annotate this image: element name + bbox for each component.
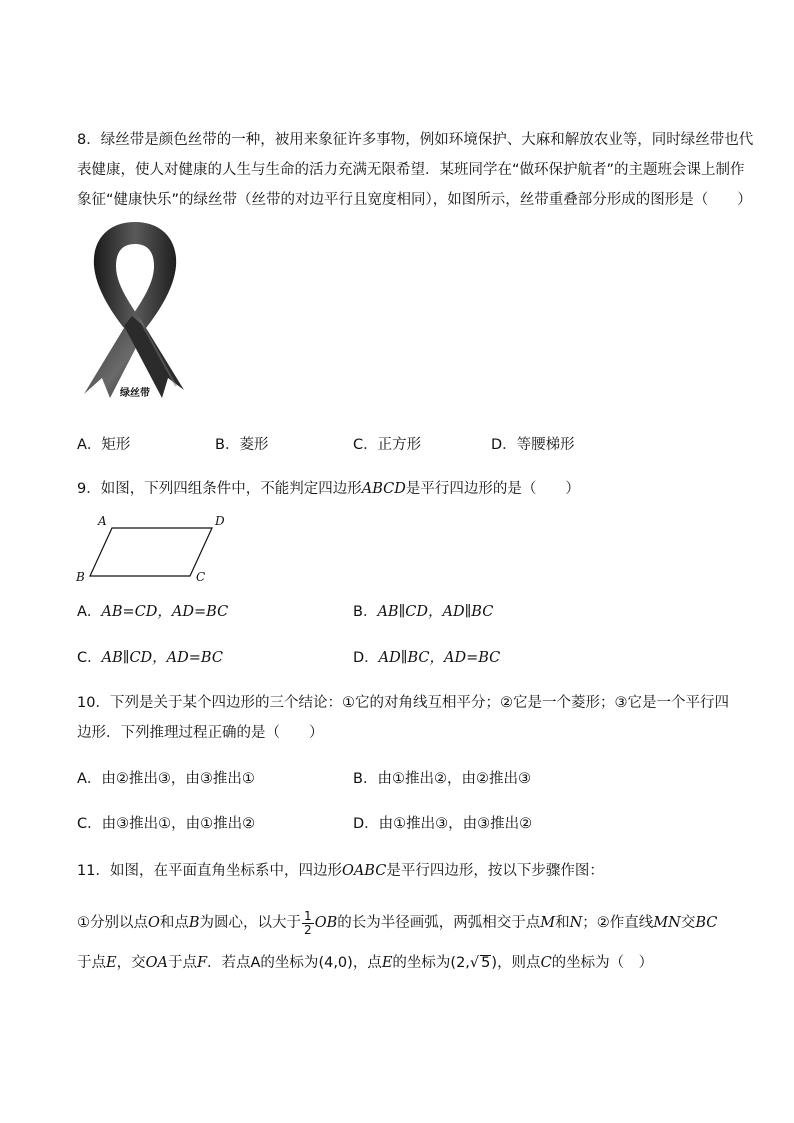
label-b: B	[76, 570, 85, 584]
q11-line-1: 11．如图，在平面直角坐标系中，四边形OABC是平行四边形，按以下步骤作图：	[77, 863, 604, 879]
q10-option-d: D．由①推出③，由③推出②	[353, 816, 533, 832]
q10-option-b: B．由①推出②，由②推出③	[353, 771, 531, 787]
q8-line-3: 象征“健康快乐”的绿丝带（丝带的对边平行且宽度相同），如图所示，丝带重叠部分形成的图形是（ ）	[77, 192, 752, 208]
q9-abcd: ABCD	[361, 481, 406, 497]
q8-line-1: 8．绿丝带是颜色丝带的一种，被用来象征许多事物，例如环境保护、大麻和解放农业等，同时绿丝带也代	[77, 132, 754, 148]
q10-line-2: 边形．下列推理过程正确的是（ ）	[77, 725, 324, 741]
parallelogram-figure	[72, 514, 232, 586]
parallelogram-icon	[72, 514, 232, 586]
q8-option-d: D．等腰梯形	[491, 437, 575, 453]
label-c: C	[196, 570, 206, 584]
q9-option-b: B．AB∥CD，AD∥BC	[353, 604, 494, 620]
q9-option-a: A．AB=CD，AD=BC	[77, 604, 229, 620]
q8-option-b: B．菱形	[215, 437, 269, 453]
q10-option-c: C．由③推出①，由①推出②	[77, 816, 256, 832]
green-ribbon-image	[80, 218, 190, 408]
q11-line-3: 于点E，交OA于点F．若点A的坐标为(4,0)，点E的坐标为(2,√ 5)，则点C的坐标为（ ）	[77, 955, 654, 971]
coord-a: (4,0)	[318, 955, 353, 971]
q8-option-c: C．正方形	[353, 437, 422, 453]
coord-e: (2,√ 5)	[450, 955, 498, 971]
q9-stem: 9．如图，下列四组条件中，不能判定四边形ABCD是平行四边形的是（ ）	[77, 481, 580, 497]
q8-line-2: 表健康，使人对健康的人生与生命的活力充满无限希望．某班同学在“做环保护航者”的主题班会课上制作	[77, 162, 745, 178]
q9-option-d: D．AD∥BC，AD=BC	[353, 650, 501, 666]
q10-line-1: 10．下列是关于某个四边形的三个结论：①它的对角线互相平分；②它是一个菱形；③它是一个平行四	[77, 695, 729, 711]
q10-option-a: A．由②推出③，由③推出①	[77, 771, 255, 787]
fraction-one-half: $\frac{1}{2}$	[304, 908, 312, 937]
label-a: A	[98, 514, 107, 528]
q8-option-a: A．矩形	[77, 437, 131, 453]
label-d: D	[215, 514, 225, 528]
q11-line-2: ①分别以点O和点B为圆心，以大于 $\frac{1}{2}$ OB的长为半径画弧，两弧相交于点M和N；②作直线MN交BC	[77, 908, 718, 937]
ribbon-icon	[80, 218, 190, 408]
ribbon-caption: 绿丝带	[120, 388, 150, 399]
q9-option-c: C．AB∥CD，AD=BC	[77, 650, 223, 666]
